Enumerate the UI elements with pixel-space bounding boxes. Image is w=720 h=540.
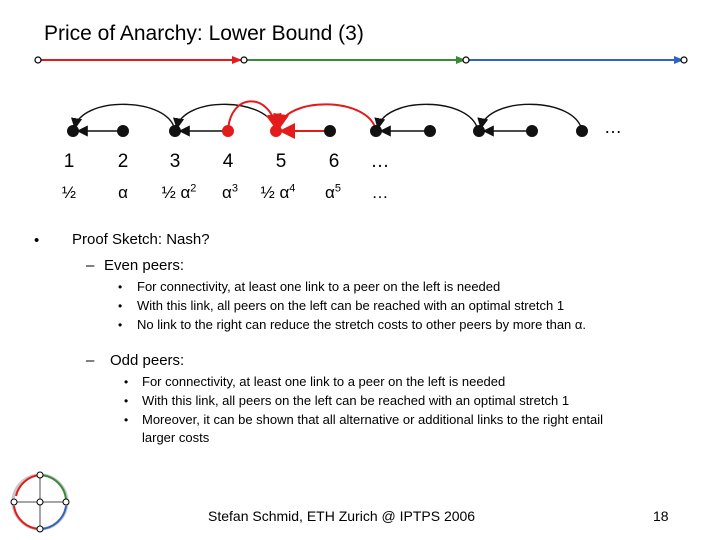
peer-node-11 [576, 125, 588, 137]
peer-label-5: 5 [275, 151, 287, 172]
sub-bullet-marker: • [118, 280, 123, 294]
odd-peers-label: Odd peers: [110, 352, 185, 369]
peer-label-1: 1 [63, 151, 75, 172]
bullet-marker: • [34, 232, 40, 249]
header-node [681, 57, 687, 63]
peer-label-ellipsis: … [370, 151, 390, 172]
chain-ellipsis: … [604, 117, 622, 137]
odd-item-2: With this link, all peers on the left can be reached with an optimal stretch 1 [142, 393, 570, 408]
peer-node-6 [324, 125, 336, 137]
sub-bullet-marker: • [118, 318, 123, 332]
peer-node-5 [270, 125, 282, 137]
slide-title: Price of Anarchy: Lower Bound (3) [44, 22, 364, 45]
cost-5: ½ $\alpha^4$ [260, 182, 296, 202]
arc-4-5-highlight [228, 101, 276, 131]
peer-label-2: 2 [117, 151, 129, 172]
cost-4: $\alpha^3$ [222, 182, 238, 202]
cost-6: $\alpha^5$ [325, 182, 341, 202]
cost-3: ½ $\alpha^2$ [161, 182, 197, 202]
peer-node-8 [424, 125, 436, 137]
sub-bullet-marker: • [124, 413, 129, 427]
sub-bullet-marker: • [124, 375, 129, 389]
dash-marker: – [86, 257, 95, 274]
even-peers-label: Even peers: [104, 257, 185, 274]
peer-label-3: 3 [169, 151, 181, 172]
sub-bullet-marker: • [118, 299, 123, 313]
odd-item-1: For connectivity, at least one link to a peer on the left is needed [142, 374, 506, 389]
page-number: 18 [653, 508, 669, 524]
peer-node-7 [370, 125, 382, 137]
header-node [35, 57, 41, 63]
even-item-1: For connectivity, at least one link to a peer on the left is needed [137, 279, 501, 294]
header-node [241, 57, 247, 63]
even-item-2: With this link, all peers on the left can be reached with an optimal stretch 1 [137, 298, 565, 313]
peer-node-1 [67, 125, 79, 137]
sub-bullet-marker: • [124, 394, 129, 408]
network-logo-icon [6, 466, 74, 534]
even-item-3: No link to the right can reduce the stretch costs to other peers by more than α. [137, 317, 587, 332]
peer-node-9 [473, 125, 485, 137]
dash-marker: – [86, 352, 95, 369]
cost-ellipsis: … [371, 183, 389, 202]
header-node [463, 57, 469, 63]
odd-item-3-continued: larger costs [142, 430, 210, 445]
peer-label-6: 6 [328, 151, 340, 172]
peer-node-10 [526, 125, 538, 137]
cost-1: ½ [61, 183, 77, 202]
odd-item-3: Moreover, it can be shown that all alternative or additional links to the right entail [142, 412, 604, 427]
main-bullet-text: Proof Sketch: Nash? [72, 231, 210, 248]
footer-text: Stefan Schmid, ETH Zurich @ IPTPS 2006 [208, 508, 476, 524]
cost-2: α [118, 183, 128, 202]
peer-node-2 [117, 125, 129, 137]
peer-label-4: 4 [222, 151, 234, 172]
peer-node-3 [169, 125, 181, 137]
peer-node-4 [222, 125, 234, 137]
